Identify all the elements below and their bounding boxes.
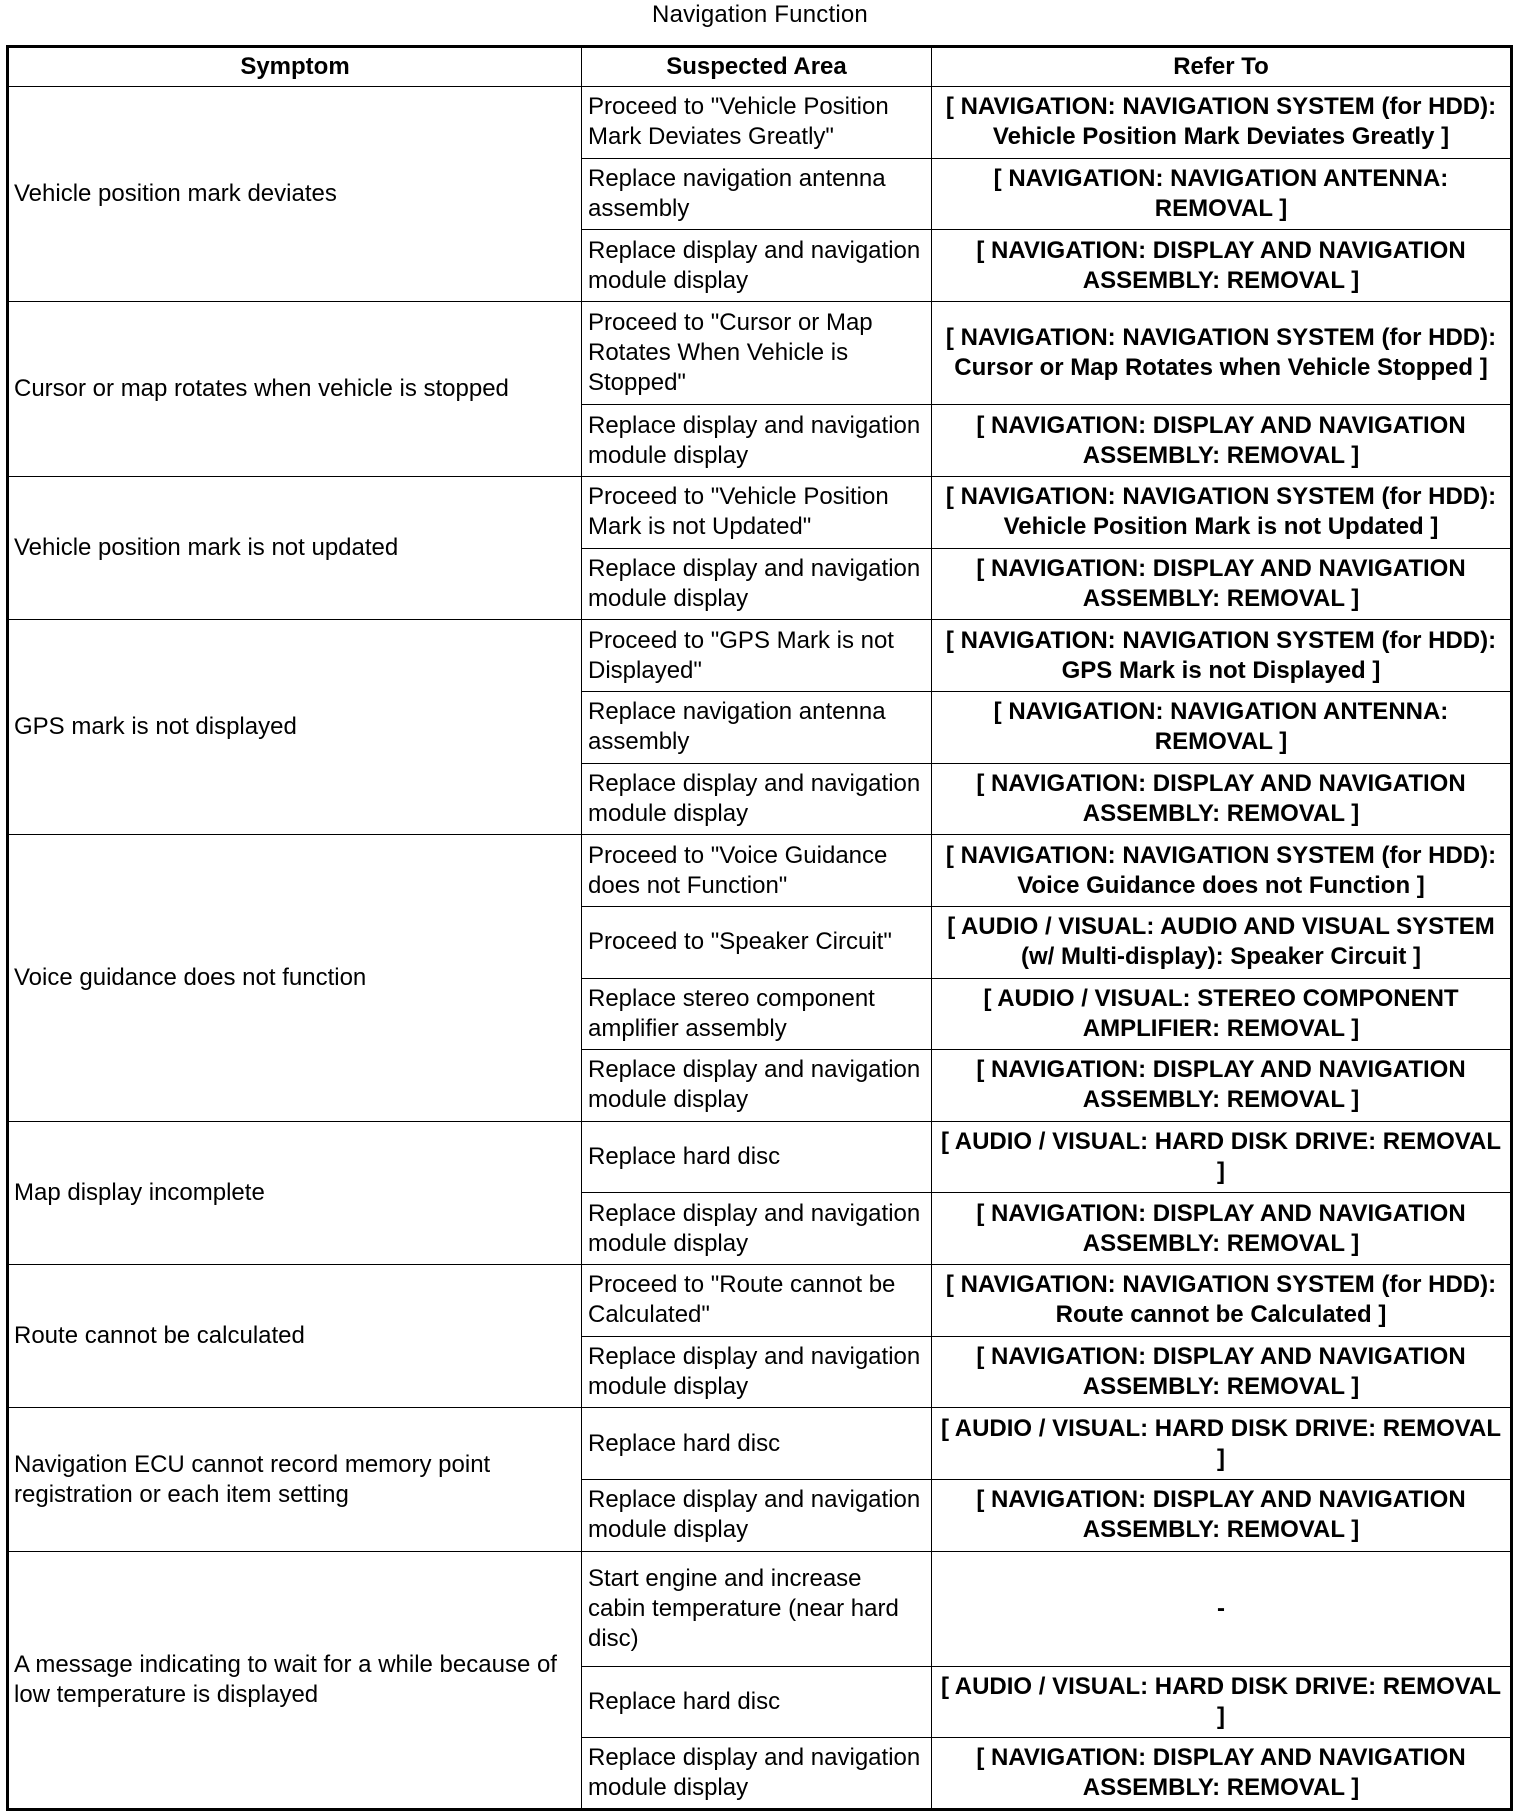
suspected-area-cell: Proceed to "Speaker Circuit" <box>582 906 932 978</box>
symptom-cell: Vehicle position mark deviates <box>8 87 582 302</box>
refer-to-link[interactable]: [ NAVIGATION: NAVIGATION SYSTEM (for HDD): Vehicle Position Mark is not Updated ] <box>932 477 1512 549</box>
refer-to-link[interactable]: [ NAVIGATION: DISPLAY AND NAVIGATION ASSEMBLY: REMOVAL ] <box>932 1480 1512 1552</box>
symptom-cell: Route cannot be calculated <box>8 1265 582 1408</box>
refer-to-link[interactable]: [ NAVIGATION: DISPLAY AND NAVIGATION ASSEMBLY: REMOVAL ] <box>932 1050 1512 1122</box>
suspected-area-cell: Proceed to "Voice Guidance does not Function" <box>582 835 932 907</box>
suspected-area-cell: Proceed to "GPS Mark is not Displayed" <box>582 620 932 692</box>
suspected-area-cell: Replace hard disc <box>582 1121 932 1193</box>
suspected-area-cell: Replace display and navigation module display <box>582 230 932 302</box>
refer-to-link[interactable]: [ NAVIGATION: NAVIGATION SYSTEM (for HDD): Cursor or Map Rotates when Vehicle Stopped ] <box>932 301 1512 404</box>
refer-to-link[interactable]: [ AUDIO / VISUAL: HARD DISK DRIVE: REMOVAL ] <box>932 1408 1512 1480</box>
suspected-area-cell: Replace navigation antenna assembly <box>582 691 932 763</box>
table-row <box>8 1121 1512 1193</box>
suspected-area-cell: Replace stereo component amplifier assembly <box>582 978 932 1050</box>
table-row <box>8 1551 1512 1666</box>
header-row <box>8 47 1512 87</box>
refer-to-link[interactable]: [ NAVIGATION: NAVIGATION ANTENNA: REMOVAL ] <box>932 158 1512 230</box>
symptom-cell: Voice guidance does not function <box>8 835 582 1122</box>
refer-to-link[interactable]: [ AUDIO / VISUAL: HARD DISK DRIVE: REMOVAL ] <box>932 1121 1512 1193</box>
refer-to-link[interactable]: [ NAVIGATION: DISPLAY AND NAVIGATION ASSEMBLY: REMOVAL ] <box>932 1193 1512 1265</box>
refer-to-link[interactable]: [ AUDIO / VISUAL: HARD DISK DRIVE: REMOVAL ] <box>932 1666 1512 1738</box>
symptom-cell: Vehicle position mark is not updated <box>8 477 582 620</box>
refer-to-link[interactable]: [ NAVIGATION: NAVIGATION SYSTEM (for HDD): GPS Mark is not Displayed ] <box>932 620 1512 692</box>
header-refer-to: Refer To <box>932 47 1512 87</box>
table-row <box>8 835 1512 907</box>
refer-to-link[interactable]: [ NAVIGATION: NAVIGATION SYSTEM (for HDD): Route cannot be Calculated ] <box>932 1265 1512 1337</box>
refer-to-link[interactable]: [ NAVIGATION: NAVIGATION SYSTEM (for HDD): Voice Guidance does not Function ] <box>932 835 1512 907</box>
table-row <box>8 87 1512 159</box>
suspected-area-cell: Replace display and navigation module display <box>582 763 932 835</box>
suspected-area-cell: Proceed to "Vehicle Position Mark Deviates Greatly" <box>582 87 932 159</box>
suspected-area-cell: Start engine and increase cabin temperature (near hard disc) <box>582 1551 932 1666</box>
suspected-area-cell: Replace display and navigation module display <box>582 1050 932 1122</box>
refer-to-link[interactable]: [ NAVIGATION: NAVIGATION SYSTEM (for HDD): Vehicle Position Mark Deviates Greatly ] <box>932 87 1512 159</box>
suspected-area-cell: Replace display and navigation module display <box>582 548 932 620</box>
table-row <box>8 1265 1512 1337</box>
refer-to-link[interactable]: [ NAVIGATION: DISPLAY AND NAVIGATION ASSEMBLY: REMOVAL ] <box>932 230 1512 302</box>
suspected-area-cell: Replace display and navigation module display <box>582 405 932 477</box>
refer-to-link[interactable]: [ NAVIGATION: DISPLAY AND NAVIGATION ASSEMBLY: REMOVAL ] <box>932 763 1512 835</box>
refer-to-link[interactable]: [ NAVIGATION: DISPLAY AND NAVIGATION ASSEMBLY: REMOVAL ] <box>932 1336 1512 1408</box>
table-row <box>8 1408 1512 1480</box>
symptom-cell: Map display incomplete <box>8 1121 582 1264</box>
navigation-function-table <box>6 45 1513 1811</box>
table-caption: Navigation Function <box>652 1 868 28</box>
suspected-area-cell: Replace hard disc <box>582 1666 932 1738</box>
table-row <box>8 477 1512 549</box>
table-row <box>8 301 1512 404</box>
suspected-area-cell: Proceed to "Route cannot be Calculated" <box>582 1265 932 1337</box>
refer-to-link[interactable]: [ NAVIGATION: NAVIGATION ANTENNA: REMOVAL ] <box>932 691 1512 763</box>
refer-to-link[interactable]: [ NAVIGATION: DISPLAY AND NAVIGATION ASSEMBLY: REMOVAL ] <box>932 405 1512 477</box>
suspected-area-cell: Replace display and navigation module display <box>582 1336 932 1408</box>
symptom-cell: Navigation ECU cannot record memory point registration or each item setting <box>8 1408 582 1551</box>
symptom-cell: A message indicating to wait for a while because of low temperature is displayed <box>8 1551 582 1809</box>
suspected-area-cell: Replace display and navigation module display <box>582 1738 932 1810</box>
refer-to-link[interactable]: [ AUDIO / VISUAL: AUDIO AND VISUAL SYSTEM (w/ Multi-display): Speaker Circuit ] <box>932 906 1512 978</box>
symptom-cell: Cursor or map rotates when vehicle is stopped <box>8 301 582 476</box>
suspected-area-cell: Replace hard disc <box>582 1408 932 1480</box>
symptom-cell: GPS mark is not displayed <box>8 620 582 835</box>
suspected-area-cell: Proceed to "Cursor or Map Rotates When Vehicle is Stopped" <box>582 301 932 404</box>
suspected-area-cell: Proceed to "Vehicle Position Mark is not Updated" <box>582 477 932 549</box>
refer-to-cell: - <box>932 1551 1512 1666</box>
suspected-area-cell: Replace navigation antenna assembly <box>582 158 932 230</box>
refer-to-link[interactable]: [ AUDIO / VISUAL: STEREO COMPONENT AMPLIFIER: REMOVAL ] <box>932 978 1512 1050</box>
suspected-area-cell: Replace display and navigation module display <box>582 1193 932 1265</box>
table-row <box>8 620 1512 692</box>
header-suspected-area: Suspected Area <box>582 47 932 87</box>
refer-to-link[interactable]: [ NAVIGATION: DISPLAY AND NAVIGATION ASSEMBLY: REMOVAL ] <box>932 1738 1512 1810</box>
header-symptom: Symptom <box>8 47 582 87</box>
refer-to-link[interactable]: [ NAVIGATION: DISPLAY AND NAVIGATION ASSEMBLY: REMOVAL ] <box>932 548 1512 620</box>
suspected-area-cell: Replace display and navigation module display <box>582 1480 932 1552</box>
